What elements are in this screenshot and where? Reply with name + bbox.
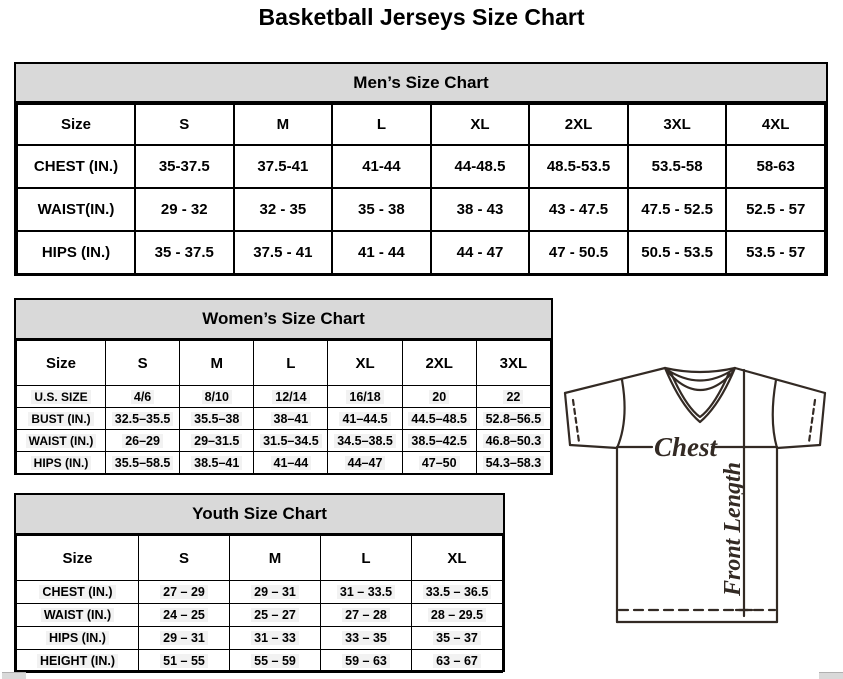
size-value-cell — [17, 452, 106, 474]
table-row — [17, 604, 503, 627]
cell-text: 35.5–58.5 — [112, 456, 174, 470]
cell-text: 31 – 33 — [251, 631, 299, 645]
cutoff-fragment-left — [2, 672, 26, 679]
left-sleeve-stitch-line — [573, 400, 579, 442]
size-value-cell — [230, 604, 321, 627]
youth-size-chart — [14, 493, 505, 672]
table-row — [17, 650, 503, 673]
cell-text: U.S. SIZE — [31, 390, 90, 404]
cell-text: 26–29 — [122, 434, 163, 448]
cell-text: 24 – 25 — [160, 608, 208, 622]
size-value-cell — [254, 408, 328, 430]
size-value-cell: 50.5 - 53.5 — [628, 231, 727, 274]
size-value-cell: 43 - 47.5 — [529, 188, 628, 231]
table-row — [17, 627, 503, 650]
size-value-cell — [328, 386, 402, 408]
column-header: S — [106, 341, 180, 386]
column-header: Size — [17, 536, 139, 581]
size-value-cell: 41-44 — [332, 145, 431, 188]
size-value-cell — [230, 581, 321, 604]
column-header: 3XL — [476, 341, 550, 386]
column-header: 2XL — [529, 104, 628, 145]
size-value-cell: 47.5 - 52.5 — [628, 188, 727, 231]
size-value-cell — [106, 430, 180, 452]
cutoff-fragment-right — [819, 672, 843, 679]
column-header: XL — [328, 341, 402, 386]
right-sleeve-stitch-line — [809, 400, 815, 442]
column-header: M — [230, 536, 321, 581]
cell-text: 29 – 31 — [160, 631, 208, 645]
size-value-cell — [17, 386, 106, 408]
size-value-cell — [17, 581, 139, 604]
cell-text: 29–31.5 — [191, 434, 242, 448]
cell-text: 25 – 27 — [251, 608, 299, 622]
front-length-label: Front Length — [720, 461, 746, 597]
size-value-cell — [17, 430, 106, 452]
size-value-cell — [328, 430, 402, 452]
size-value-cell — [180, 386, 254, 408]
mens-chart-header: Men’s Size Chart — [16, 64, 826, 103]
size-value-cell: CHEST (IN.) — [17, 145, 135, 188]
size-value-cell — [254, 452, 328, 474]
size-value-cell — [412, 627, 503, 650]
size-value-cell — [106, 386, 180, 408]
cell-text: 41–44 — [271, 456, 312, 470]
size-value-cell — [139, 604, 230, 627]
size-value-cell — [402, 386, 476, 408]
size-value-cell — [180, 408, 254, 430]
cell-text: 52.8–56.5 — [483, 412, 545, 426]
size-value-cell: 41 - 44 — [332, 231, 431, 274]
size-value-cell — [412, 581, 503, 604]
size-value-cell — [321, 581, 412, 604]
cell-text: 16/18 — [346, 390, 383, 404]
size-value-cell — [476, 386, 550, 408]
size-value-cell: 37.5-41 — [234, 145, 333, 188]
size-value-cell — [106, 452, 180, 474]
column-header: XL — [412, 536, 503, 581]
size-header-row — [17, 536, 503, 581]
cell-text: 47–50 — [419, 456, 460, 470]
size-value-cell — [402, 430, 476, 452]
size-value-cell: 35-37.5 — [135, 145, 234, 188]
cell-text: WAIST (IN.) — [26, 434, 97, 448]
cell-text: 59 – 63 — [342, 654, 390, 668]
size-value-cell — [476, 430, 550, 452]
size-value-cell — [254, 386, 328, 408]
size-value-cell — [17, 650, 139, 673]
size-value-cell — [321, 650, 412, 673]
cell-text: 29 – 31 — [251, 585, 299, 599]
size-value-cell: 58-63 — [726, 145, 825, 188]
size-value-cell — [321, 604, 412, 627]
column-header: 4XL — [726, 104, 825, 145]
cell-text: 33 – 35 — [342, 631, 390, 645]
jersey-diagram — [556, 358, 832, 628]
table-row — [17, 430, 551, 452]
column-header: Size — [17, 341, 106, 386]
size-value-cell — [402, 408, 476, 430]
cell-text: 28 – 29.5 — [428, 608, 486, 622]
cell-text: 12/14 — [272, 390, 309, 404]
table-row — [17, 231, 825, 274]
cell-text: 31 – 33.5 — [337, 585, 395, 599]
cell-text: 4/6 — [131, 390, 154, 404]
size-value-cell: 47 - 50.5 — [529, 231, 628, 274]
cell-text: 32.5–35.5 — [112, 412, 174, 426]
womens-chart-header: Women’s Size Chart — [16, 300, 551, 340]
table-row — [17, 145, 825, 188]
table-row — [17, 188, 825, 231]
jersey-outline — [565, 368, 825, 622]
size-value-cell: 37.5 - 41 — [234, 231, 333, 274]
size-value-cell — [180, 452, 254, 474]
cell-text: 35.5–38 — [191, 412, 242, 426]
cell-text: 31.5–34.5 — [260, 434, 322, 448]
cell-text: HIPS (IN.) — [31, 456, 92, 470]
cell-text: 46.8–50.3 — [483, 434, 545, 448]
cell-text: 27 – 28 — [342, 608, 390, 622]
size-header-row — [17, 104, 825, 145]
size-value-cell — [476, 452, 550, 474]
column-header: L — [332, 104, 431, 145]
size-value-cell — [139, 627, 230, 650]
cell-text: 33.5 – 36.5 — [423, 585, 492, 599]
page-title: Basketball Jerseys Size Chart — [258, 4, 585, 30]
size-value-cell: HIPS (IN.) — [17, 231, 135, 274]
size-value-cell — [17, 408, 106, 430]
size-value-cell — [139, 650, 230, 673]
size-value-cell: 53.5-58 — [628, 145, 727, 188]
size-value-cell: WAIST(IN.) — [17, 188, 135, 231]
size-value-cell: 52.5 - 57 — [726, 188, 825, 231]
cell-text: 63 – 67 — [433, 654, 481, 668]
size-value-cell — [106, 408, 180, 430]
cell-text: 8/10 — [202, 390, 232, 404]
size-value-cell — [328, 452, 402, 474]
size-value-cell: 48.5-53.5 — [529, 145, 628, 188]
cell-text: 22 — [503, 390, 523, 404]
womens-size-chart — [14, 298, 553, 475]
cell-text: 44.5–48.5 — [408, 412, 470, 426]
size-value-cell — [412, 604, 503, 627]
size-value-cell — [180, 430, 254, 452]
cell-text: 55 – 59 — [251, 654, 299, 668]
size-value-cell — [230, 650, 321, 673]
size-value-cell: 38 - 43 — [431, 188, 530, 231]
size-value-cell: 32 - 35 — [234, 188, 333, 231]
column-header: L — [254, 341, 328, 386]
cell-text: 34.5–38.5 — [334, 434, 396, 448]
cell-text: CHEST (IN.) — [39, 585, 115, 599]
column-header: L — [321, 536, 412, 581]
size-value-cell — [254, 430, 328, 452]
table-row — [17, 581, 503, 604]
cell-text: 44–47 — [345, 456, 386, 470]
size-value-cell — [402, 452, 476, 474]
cell-text: 54.3–58.3 — [483, 456, 545, 470]
size-value-cell — [17, 604, 139, 627]
size-value-cell: 35 - 38 — [332, 188, 431, 231]
cell-text: HEIGHT (IN.) — [37, 654, 118, 668]
column-header: 2XL — [402, 341, 476, 386]
size-value-cell: 35 - 37.5 — [135, 231, 234, 274]
size-header-row — [17, 341, 551, 386]
cell-text: 41–44.5 — [339, 412, 390, 426]
womens-size-table — [16, 340, 551, 474]
column-header: M — [180, 341, 254, 386]
cell-text: 27 – 29 — [160, 585, 208, 599]
cell-text: BUST (IN.) — [28, 412, 93, 426]
size-value-cell: 44 - 47 — [431, 231, 530, 274]
column-header: Size — [17, 104, 135, 145]
column-header: S — [135, 104, 234, 145]
cell-text: 20 — [429, 390, 449, 404]
size-value-cell — [321, 627, 412, 650]
youth-size-table — [16, 535, 503, 673]
cell-text: HIPS (IN.) — [46, 631, 109, 645]
table-row — [17, 408, 551, 430]
column-header: S — [139, 536, 230, 581]
chest-label: Chest — [654, 432, 718, 462]
cell-text: 38–41 — [271, 412, 312, 426]
size-value-cell — [230, 627, 321, 650]
cell-text: 35 – 37 — [433, 631, 481, 645]
size-value-cell: 44-48.5 — [431, 145, 530, 188]
size-value-cell — [139, 581, 230, 604]
column-header: XL — [431, 104, 530, 145]
size-value-cell — [476, 408, 550, 430]
cell-text: WAIST (IN.) — [41, 608, 114, 622]
table-row — [17, 452, 551, 474]
cell-text: 38.5–42.5 — [408, 434, 470, 448]
size-value-cell — [328, 408, 402, 430]
cell-text: 38.5–41 — [191, 456, 242, 470]
column-header: 3XL — [628, 104, 727, 145]
size-value-cell — [17, 627, 139, 650]
size-value-cell — [412, 650, 503, 673]
size-value-cell: 53.5 - 57 — [726, 231, 825, 274]
size-value-cell: 29 - 32 — [135, 188, 234, 231]
youth-chart-header: Youth Size Chart — [16, 495, 503, 535]
mens-size-table — [16, 103, 826, 275]
mens-size-chart — [14, 62, 828, 276]
cell-text: 51 – 55 — [160, 654, 208, 668]
column-header: M — [234, 104, 333, 145]
table-row — [17, 386, 551, 408]
